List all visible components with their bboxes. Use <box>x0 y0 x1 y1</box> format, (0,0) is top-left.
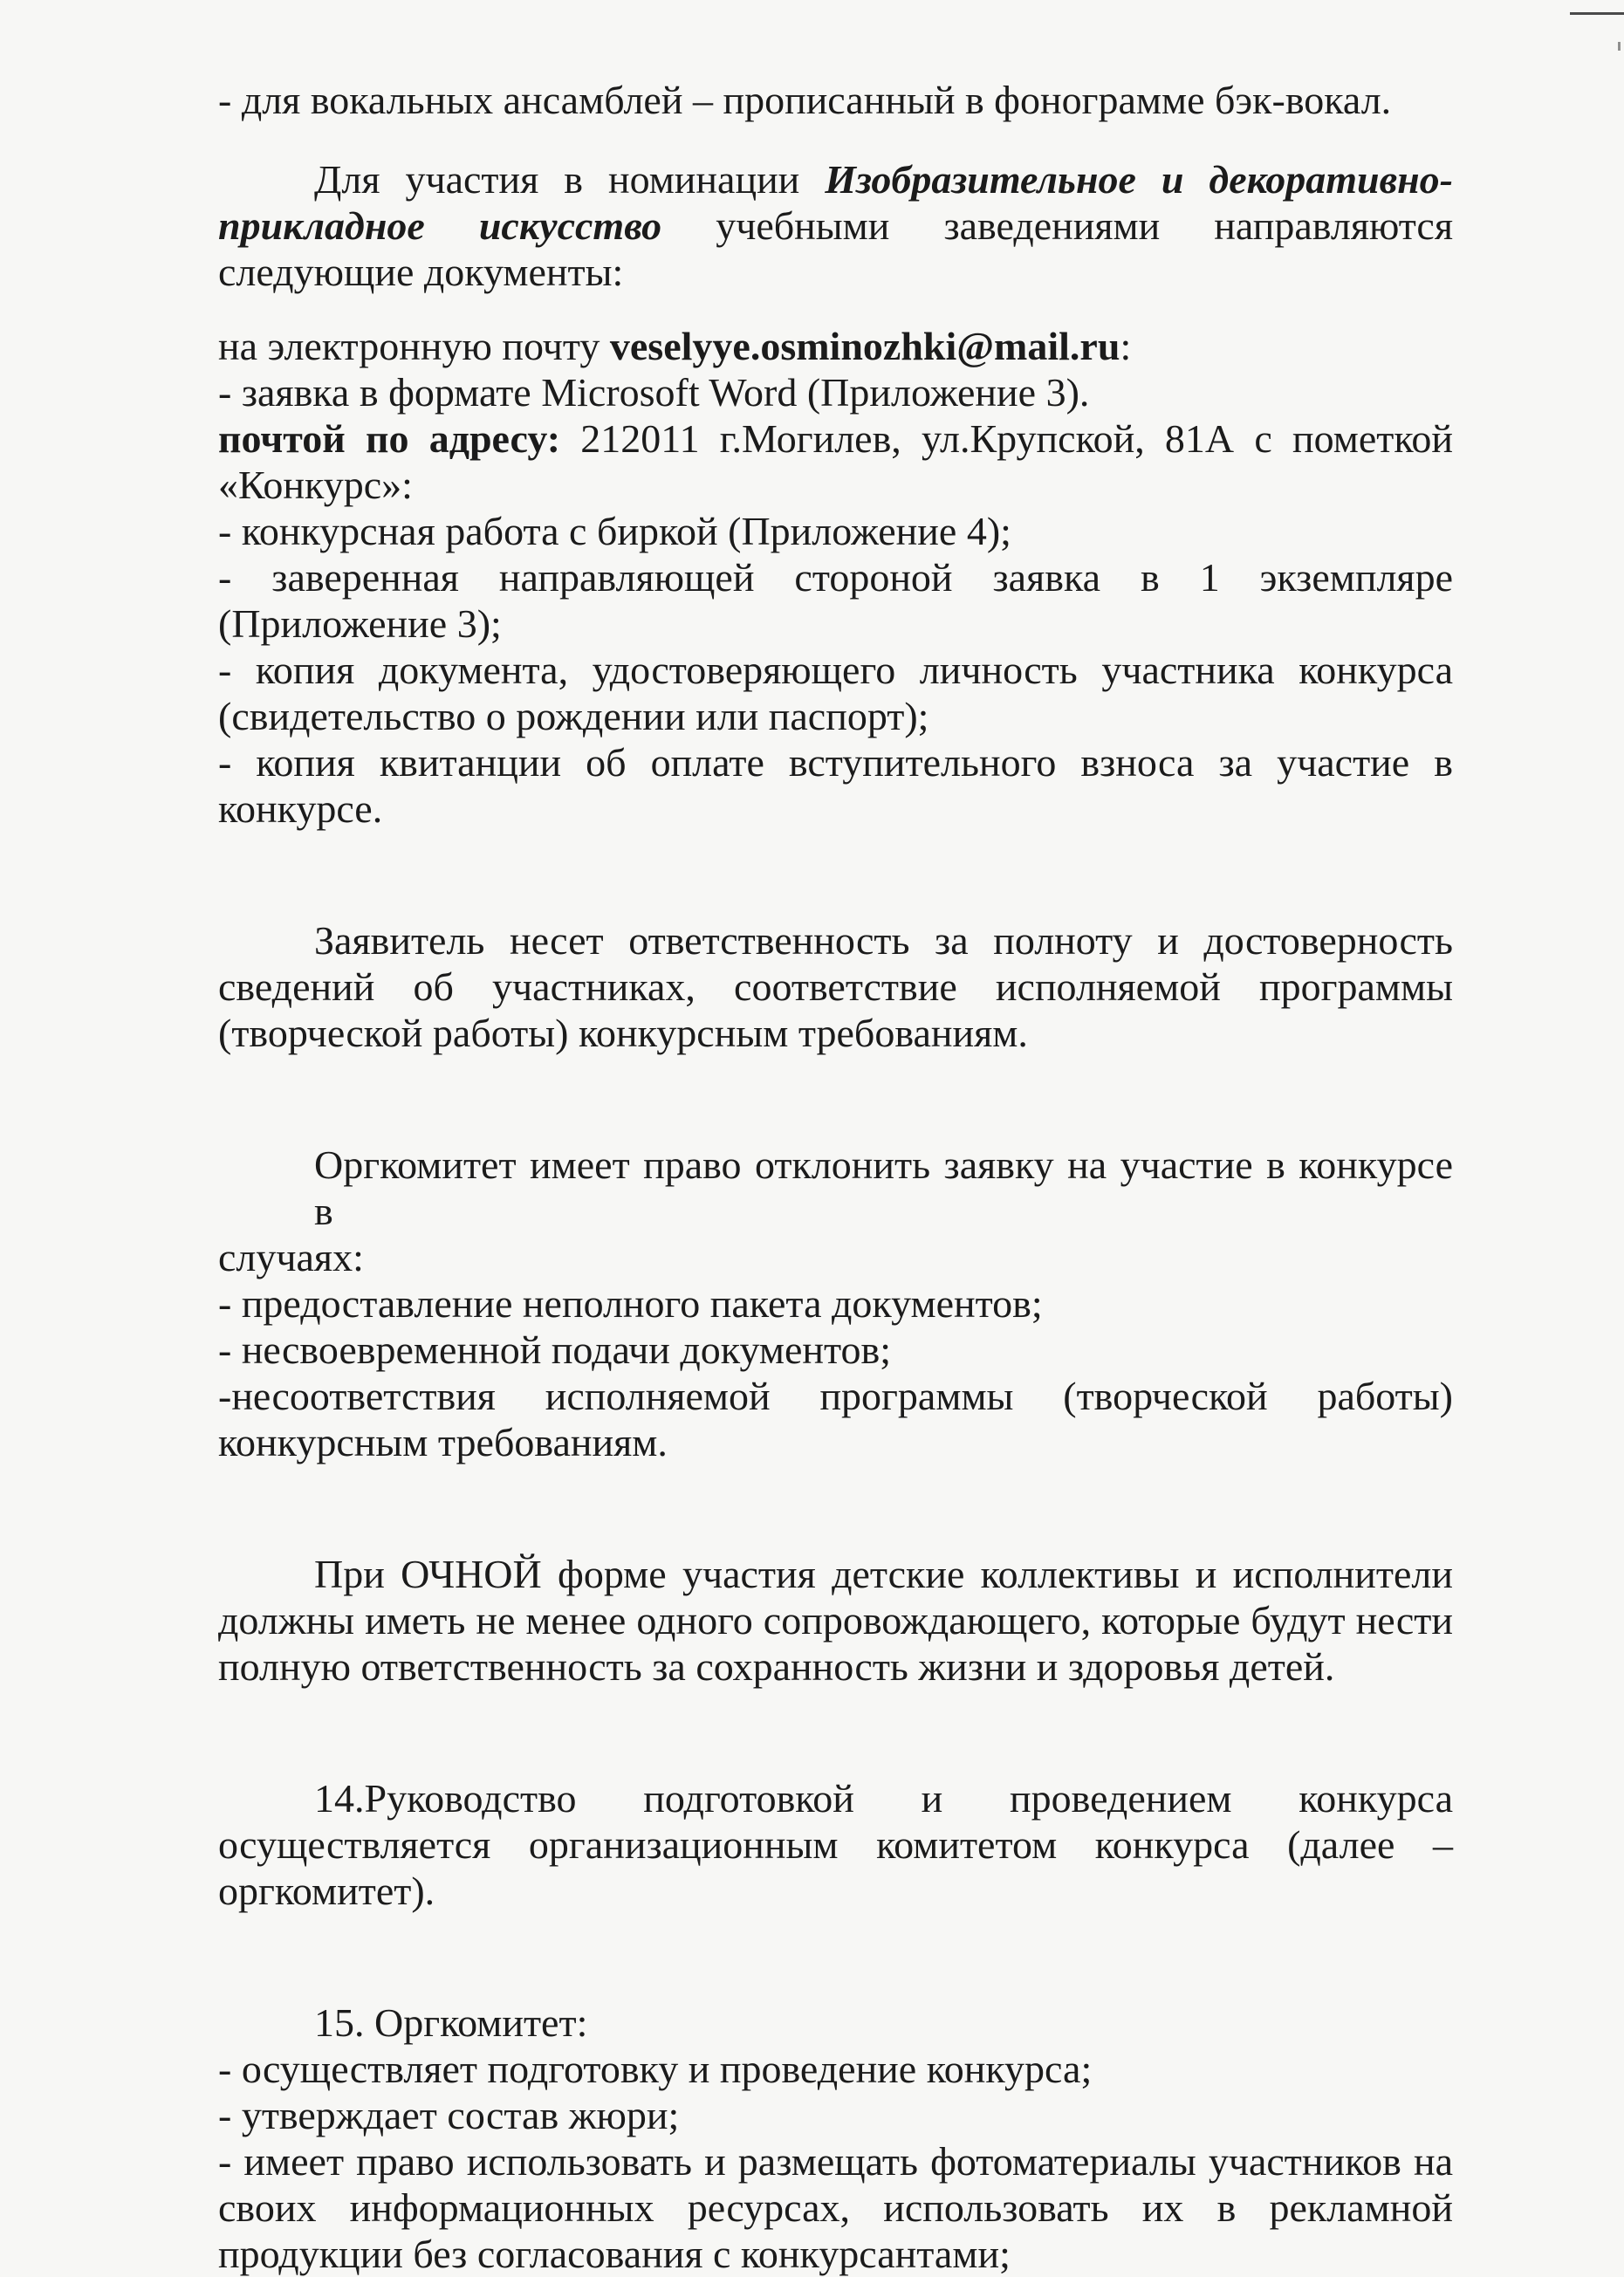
list-item: - предоставление неполного пакета документов; <box>218 1281 1043 1326</box>
text-line: (Приложение 3); <box>218 601 502 646</box>
paragraph-submission <box>218 323 1453 832</box>
text-line <box>218 156 1453 202</box>
text-line <box>218 202 1453 249</box>
paragraph-art-nomination <box>218 156 1453 295</box>
text-line: конкурсе. <box>218 786 383 831</box>
list-item: - имеет право использовать и размещать фотоматериалы участников на <box>218 2139 1453 2184</box>
nomination-name: Изобразительное и декоративно- <box>825 157 1453 202</box>
email-address: veselyye.osminozhki@mail.ru <box>609 324 1120 368</box>
section-heading: 15. Оргкомитет: <box>314 2000 588 2045</box>
text-line: конкурсным требованиям. <box>218 1420 668 1464</box>
text-line: сведений об участниках, соответствие исполняемой программы <box>218 964 1453 1009</box>
list-item: - заверенная направляющей стороной заявка в 1 экземпляре <box>218 555 1453 600</box>
paragraph-escort <box>218 1551 1453 1690</box>
text-run: на электронную почту <box>218 324 610 368</box>
text-line: (творческой работы) конкурсным требованиям. <box>218 1011 1028 1055</box>
list-item: - копия документа, удостоверяющего личность участника конкурса <box>218 648 1453 692</box>
paragraph-applicant <box>218 917 1453 1056</box>
document-page <box>218 77 1453 2277</box>
text-run: Для участия в номинации <box>314 157 826 202</box>
text-line <box>218 323 1453 369</box>
list-item: -несоответствия исполняемой программы (творческой работы) <box>218 1374 1453 1418</box>
text-line: должны иметь не менее одного сопровождающего, которые будут нести <box>218 1598 1453 1643</box>
text-line: - заявка в формате Microsoft Word (Приложение 3). <box>218 370 1090 415</box>
text-line: продукции без согласования с конкурсантами; <box>218 2232 1011 2276</box>
list-item: - осуществляет подготовку и проведение конкурса; <box>218 2047 1093 2091</box>
nomination-name: прикладное искусство <box>218 203 662 248</box>
text-line: полную ответственность за сохранность жизни и здоровья детей. <box>218 1644 1335 1689</box>
postal-address: 212011 г.Могилев, ул.Крупской, 81А с пометкой <box>560 416 1453 461</box>
text-line: (свидетельство о рождении или паспорт); <box>218 694 929 738</box>
text-line: случаях: <box>218 1235 364 1279</box>
text-line: «Конкурс»: <box>218 463 413 507</box>
text-line: следующие документы: <box>218 250 624 294</box>
list-item: - утверждает состав жюри; <box>218 2093 680 2137</box>
list-item: - конкурсная работа с биркой (Приложение 4); <box>218 509 1011 553</box>
text-line: Оргкомитет имеет право отклонить заявку на участие в конкурсе в <box>314 1142 1453 1233</box>
scan-edge-line <box>1570 12 1624 15</box>
paragraph-rejection <box>218 1142 1453 1465</box>
text-line: Заявитель несет ответственность за полноту и достоверность <box>314 918 1453 963</box>
text-line: своих информационных ресурсах, использовать их в рекламной <box>218 2185 1453 2230</box>
scan-speck <box>1618 42 1621 51</box>
postal-label: почтой по адресу: <box>218 416 561 461</box>
list-item: - копия квитанции об оплате вступительного взноса за участие в <box>218 740 1453 785</box>
paragraph-item-14 <box>218 1775 1453 1914</box>
text-line: - для вокальных ансамблей – прописанный в фонограмме бэк-вокал. <box>218 78 1392 122</box>
list-item: - несвоевременной подачи документов; <box>218 1327 891 1372</box>
paragraph-vocal <box>218 77 1453 123</box>
paragraph-item-15 <box>218 1999 1453 2277</box>
text-line: осуществляется организационным комитетом конкурса (далее – <box>218 1822 1453 1867</box>
text-run: : <box>1120 324 1132 368</box>
text-run: учебными заведениями направляются <box>661 203 1453 248</box>
text-line: При ОЧНОЙ форме участия детские коллективы и исполнители <box>314 1552 1453 1596</box>
text-line: оргкомитет). <box>218 1869 435 1913</box>
text-line <box>218 415 1453 462</box>
text-line: 14.Руководство подготовкой и проведением конкурса <box>314 1776 1453 1821</box>
